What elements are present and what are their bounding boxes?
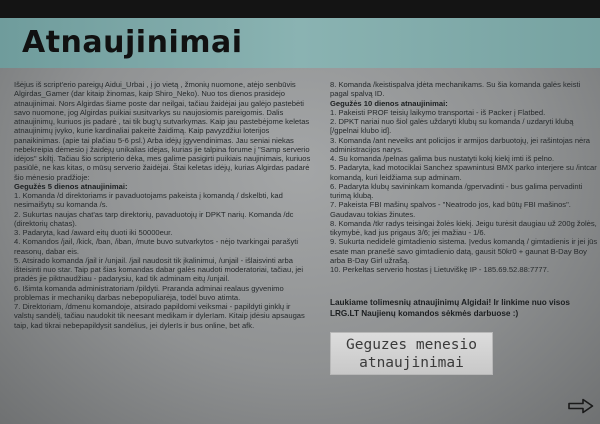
may5-heading: Gegužės 5 dienos atnaujinimai:: [14, 181, 128, 191]
next-page-button[interactable]: [568, 398, 594, 414]
list-item: 6. Išimta komanda administratoriam /pildyti. Praranda adminai realaus gyvenimo problemas ir mechanikų darbas nebepopuliarėja, todėl buvo atimta.: [14, 283, 284, 302]
list-item: 7. Direktoriam, /dmenu komandoje, atsirado papildomi veiksmai - papildyti ginklų ir valstų sandėlį, tačiau naudokit tik neesant medikam ir dylerIam. Kitaip įdėsiu apsaugas taip, kad tikrai nebepapildysit sandėlius, jei dylerIs ir bus online, bet afk.: [14, 302, 305, 330]
list-item: 7. Pakeista FBI mašinų spalvos - "Neatrodo jos, kad būtų FBI mašinos". Gaudavau tokias žinutes.: [330, 200, 571, 219]
list-item: 5. Padaryta, kad motociklai Sanchez spawnintusi BMX parko interjere su /intcar komandą, kuri leidžiama sup adminam.: [330, 163, 597, 182]
monthly-updates-button[interactable]: [330, 332, 493, 375]
list-item: 6. Padaryta klubų savininkam komanda /gpervadinti - bus galima pervadinti turimą klubą.: [330, 181, 583, 200]
right-column: [330, 80, 598, 274]
list-item: 9. Sukurta nedidelė gimtadienio sistema. Įvedus komandą / gimtadienis ir jei jūs esate man pranešė savo gimtadienio datą, gausit 50kr0 + gaunat B-Day Boy arba B-Day Girl užrašą.: [330, 237, 598, 265]
cta-line-2: atnaujinimai: [359, 354, 464, 371]
list-item: 3. Padaryta, kad /award eitų duoti iki 50000eur.: [14, 228, 173, 237]
list-item: 4. Su komanda /pelnas galima bus nustatyti kokį kiekį imti iš pelno.: [330, 154, 555, 163]
intro-paragraph: Išėjus iš script'erio pareigų Aidui_Urbai , į jo vietą , žmonių nuomone, atėjo senbūvis Algirdas_Gamer (dar kitaip žinomas, kaip Shiro_Neko). Nuo tos dienos prasidėjo atnaujinimai. Nors Algirdas šiame poste dar neilgai, tačiau žaidėjai jau galėjo pastebėti savo nuomone, jog Algirdas puikiai susitvarkys su naujosiomis pareigomis. Dalis atnaujinimų, kuriuos jis padarė , tai tik bug'ų sutvarkymas. Kaip jau pastebėjome keletas atnaujinimų įvyko, kurie kardinaliai pakeitė žaidimą. Kaip pavyzdžiui loterijos panaikinimas. (apie tai plačiau 5-6 psl.) Arba idėjų įgyvendinimas. Jau seniai niekas nebekreipia dėmesio į žaidėjų unikalias idėjas, kurias jie talpina forume į "Samp serverio idėjos" skiltį. Tačiau šio scripterio dėka, mes galime pasigirti puikiais naujinimais, kuriuos pasiūlė, ne kas kitas, o mūsų serverio žaidėjai. Štai keletas idėjų, kurias Algirdas padarė šio mėnesio pradžioje:: [14, 80, 311, 182]
cta-line-1: Geguzes menesio: [346, 336, 477, 353]
list-item: 1. Pakeisti PROF teisių laikymo transportai - iš Packer į Flatbed.: [330, 107, 546, 117]
page-title: Atnaujinimai: [22, 25, 243, 60]
list-item: 2. Sukurtas naujas chat'as tarp direktorių, pavaduotojų ir DPKT narių. Komanda /dc (direktorių chatas).: [14, 209, 294, 228]
list-item: 4. Komandos /jail, /kick, /ban, /iban, /mute buvo sutvarkytos - nėjo tvarkingai parašyti reasonų, dabar eis.: [14, 237, 299, 256]
list-item: 8. Komanda /keistispalva įdėta mechanikams. Su šia komanda galės keisti pagal spalvą ID.: [330, 80, 581, 99]
list-item: 2. DPKT nariai nuo šiol galės uždaryti klubų su komanda / uzdaryti klubą [/gpelnai klubo id].: [330, 117, 574, 136]
list-item: 8. Komanda /tkr radys teisingai žolės kiekį. Jeigu turėsit daugiau už 200g žolės, tikymybė, kad jus prigaus 3/6; jei mažiau - 1/6.: [330, 218, 597, 237]
right-arrow-icon: [568, 398, 594, 414]
closing-message: Laukiame tolimesnių atnaujinimų Algidai! Ir linkime nuo visos LRG.LT Naujienų komandos sėkmės darbuose :): [330, 298, 570, 318]
list-item: 3. Komanda /ant neveiks ant policijos ir armijos darbuotojų, jei rašintojas nėra administracijos narys.: [330, 135, 591, 154]
list-item: 10. Perkeltas serverio hostas į Lietuviškę IP - 185.69.52.88:7777.: [330, 265, 549, 274]
list-item: 5. Atsirado komanda /jail ir /unjail. /jail naudosit tik įkalinimui, /unjail - išlaisvinti arba išteisinti nuo star. Taip pat šias komandas dabar galės naudoti moderatoriai, tačiau, jei pradės jie piktnaudžiau - padarysiu, kad tik adminam eitų /unjail.: [14, 255, 304, 284]
may10-heading: Gegužės 10 dienos atnaujinimai:: [330, 98, 448, 108]
list-item: 1. Komanda /d direktoriams ir pavaduotojams pakeista į komandą / dskelbti, kad nesimaišytų su komanda /s.: [14, 191, 283, 210]
top-strip: [0, 0, 600, 18]
left-column: [14, 80, 312, 330]
